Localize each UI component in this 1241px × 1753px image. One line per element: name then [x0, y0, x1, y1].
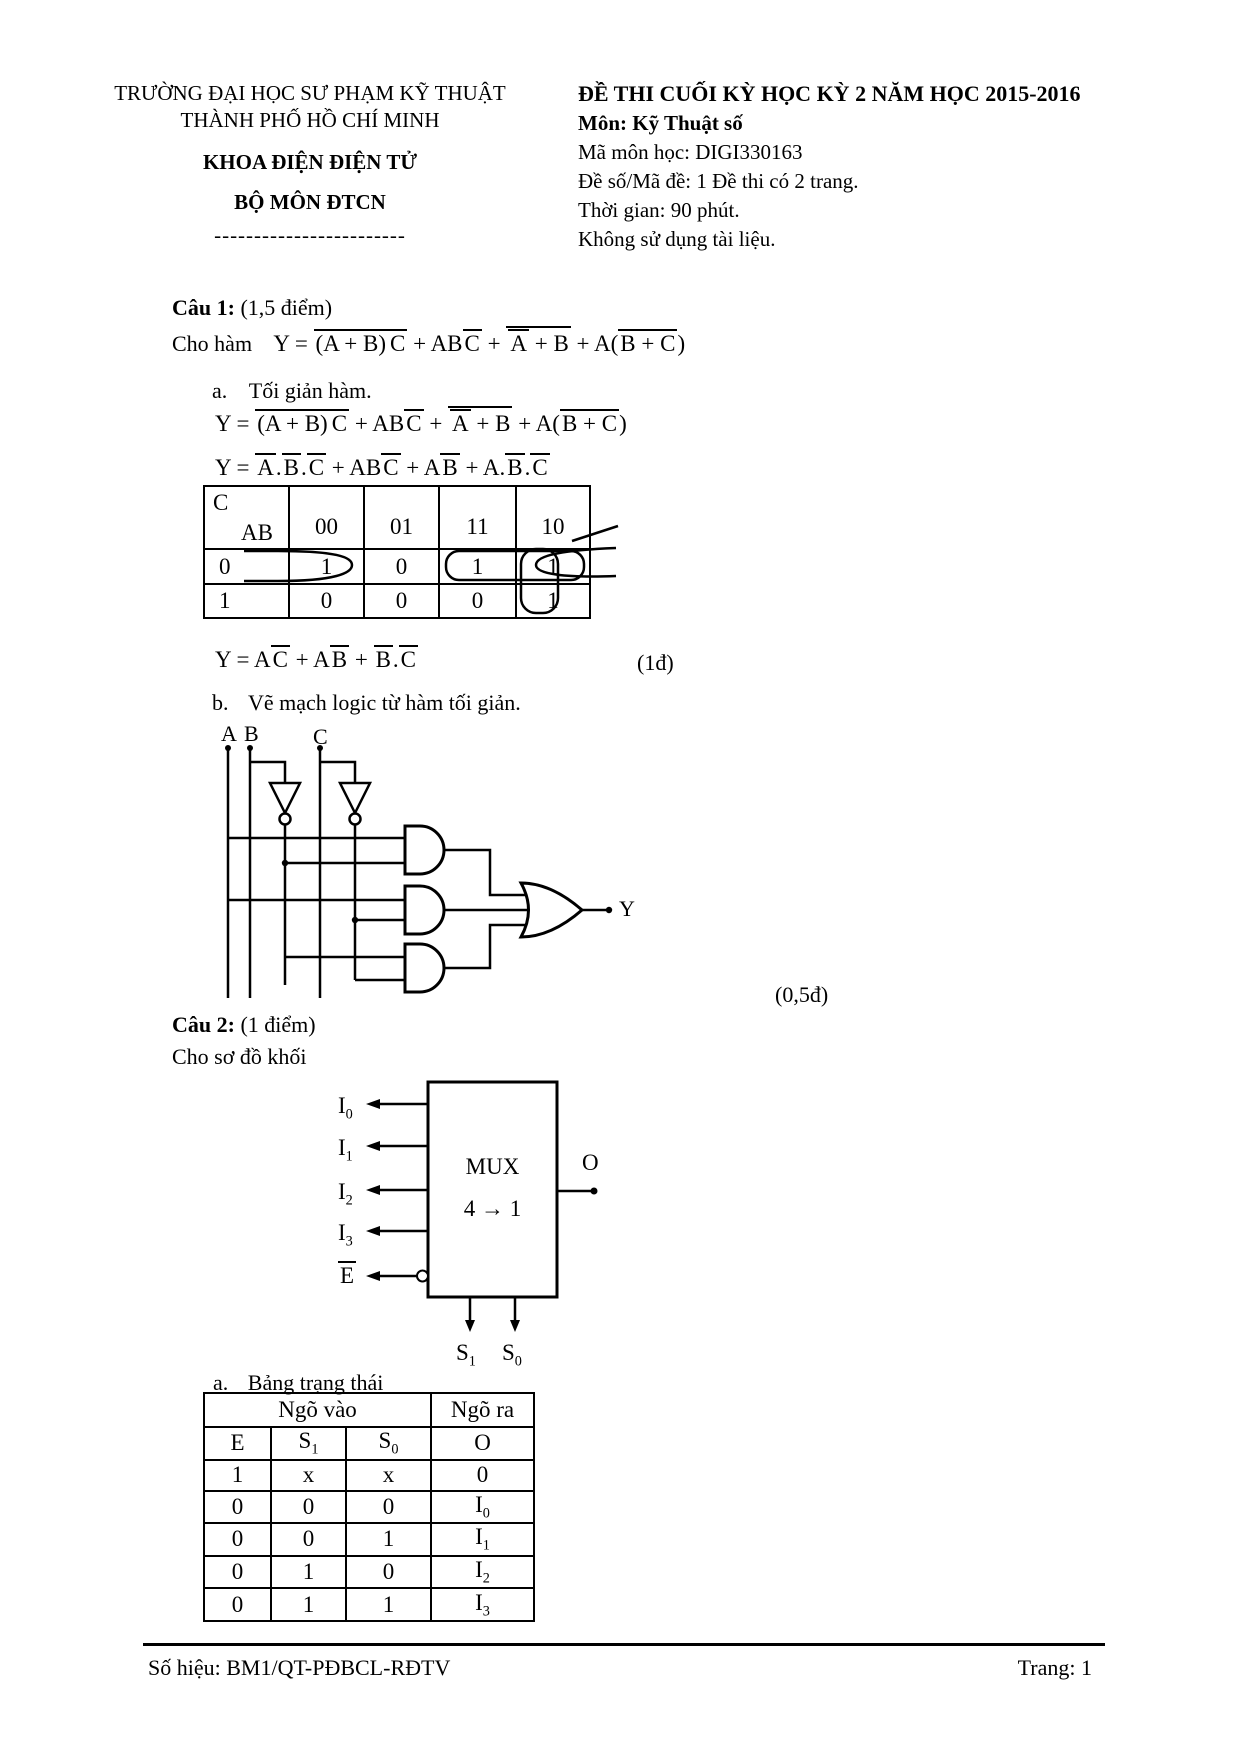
mux-block-diagram: [330, 1076, 630, 1368]
table-cell: $I_1$: [431, 1523, 534, 1556]
item-a-text: Tối giản hàm.: [248, 378, 372, 403]
truth-table-row: [204, 1588, 534, 1621]
col-header-s0: $S_0$: [346, 1427, 431, 1460]
item-a2-label: a.: [213, 1370, 229, 1395]
formula-given: Y = (A + B) C + ABC + A + B + A(B + C): [273, 331, 685, 356]
exam-note: Không sử dụng tài liệu.: [578, 226, 776, 251]
question1-intro-line: [172, 326, 685, 360]
arrow-i2: [366, 1185, 380, 1195]
truth-table-row: [204, 1556, 534, 1589]
formula-step2: Y = A.B.C + ABC + AB + A.B.C: [215, 455, 548, 480]
col-header-s1: $S_1$: [271, 1427, 346, 1460]
table-cell: 0: [271, 1523, 346, 1556]
logic-circuit-diagram: [195, 715, 675, 1010]
inverter-b-icon: [270, 783, 300, 813]
division-name: BỘ MÔN ĐTCN: [234, 189, 386, 214]
kmap-row-label: 1: [204, 584, 289, 618]
arrow-s0: [510, 1320, 520, 1332]
question1-label: Câu 1:: [172, 295, 235, 320]
circuit-input-c-label: C: [313, 724, 328, 749]
question1-intro-text: Cho hàm: [172, 331, 253, 356]
mux-input-i3-label: $I_3$: [338, 1220, 353, 1250]
header-exam-block: [578, 80, 1178, 255]
item-a2-text: Bảng trạng thái: [247, 1370, 384, 1395]
col-header-e: E: [204, 1427, 271, 1460]
and-gate-3-icon: [405, 944, 444, 992]
footer-page-number: Trang: 1: [1017, 1655, 1092, 1680]
kmap-corner-colvar: C: [213, 489, 229, 515]
exam-subject: Môn: Kỹ Thuật số: [578, 111, 743, 136]
kmap-cell: 1: [439, 549, 516, 584]
kmap-col-header: 10: [516, 486, 590, 549]
exam-number: Đề số/Mã đề: 1 Đề thi có 2 trang.: [578, 168, 859, 193]
truth-table-group-header-row: [204, 1393, 534, 1427]
kmap-cell: 1: [516, 549, 590, 584]
mux-input-i2-label: $I_2$: [338, 1179, 353, 1209]
formula-result: Y = AC + AB + B.C: [215, 647, 416, 672]
kmap-col-header: 00: [289, 486, 364, 549]
truth-table-row: [204, 1460, 534, 1491]
question1-heading: [172, 295, 332, 321]
table-cell: x: [271, 1460, 346, 1491]
item-b-text: Vẽ mạch logic từ hàm tối giản.: [248, 690, 521, 715]
kmap-header-row: [204, 486, 590, 549]
university-name-line2: THÀNH PHỐ HỒ CHÍ MINH: [180, 108, 440, 133]
mux-input-i0-label: $I_0$: [338, 1093, 353, 1123]
arrow-s1: [465, 1320, 475, 1332]
truth-table-row: [204, 1491, 534, 1524]
table-cell: 1: [346, 1523, 431, 1556]
kmap-cell: 0: [289, 584, 364, 618]
kmap-cell: 1: [289, 549, 364, 584]
kmap-cell: 1: [516, 584, 590, 618]
question2-points: (1 điểm): [240, 1012, 316, 1037]
mux-box: [428, 1082, 557, 1297]
arrow-i1: [366, 1141, 380, 1151]
mux-select-s0-label: $S_0$: [502, 1340, 522, 1370]
university-name-line1: TRƯỜNG ĐẠI HỌC SƯ PHẠM KỸ THUẬT: [114, 81, 506, 105]
exam-course-code: Mã môn học: DIGI330163: [578, 140, 803, 165]
mux-diagram-svg: [330, 1076, 630, 1368]
item-a-label: a.: [212, 378, 228, 403]
truth-table-element: [203, 1392, 535, 1622]
item-b-label: b.: [212, 690, 229, 715]
table-cell: $I_0$: [431, 1491, 534, 1524]
circuit-input-a-label: A: [221, 721, 237, 746]
question1-item-b: [212, 690, 521, 716]
mux-input-i1-label: $I_1$: [338, 1135, 353, 1165]
question2-label: Câu 2:: [172, 1012, 235, 1037]
formula-step1: Y = (A + B) C + ABC + A + B + A(B + C): [215, 406, 627, 440]
header-university-block: [95, 80, 525, 249]
kmap-row-0: [204, 549, 590, 584]
inverter-b-bubble: [280, 814, 291, 825]
mux-title: MUX: [465, 1154, 520, 1179]
table-cell: $I_2$: [431, 1556, 534, 1589]
logic-circuit-svg: [195, 715, 675, 1010]
table-cell: 0: [204, 1556, 271, 1589]
group-header-inputs: Ngõ vào: [204, 1393, 431, 1427]
circuit-input-b-label: B: [244, 721, 259, 746]
node-y: [606, 907, 612, 913]
footer-rule: [143, 1643, 1105, 1646]
table-cell: 0: [204, 1523, 271, 1556]
kmap: [203, 485, 591, 619]
or-gate-icon: [521, 883, 582, 937]
junction-bnot: [282, 860, 288, 866]
table-cell: 1: [271, 1588, 346, 1621]
kmap-row-1: [204, 584, 590, 618]
inverter-c-bubble: [350, 814, 361, 825]
and-gate-1-icon: [405, 826, 444, 874]
inverter-c-icon: [340, 783, 370, 813]
table-cell: 0: [431, 1460, 534, 1491]
kmap-table: [203, 485, 591, 619]
table-cell: 0: [204, 1588, 271, 1621]
truth-table-row: [204, 1523, 534, 1556]
wire-and3-to-or: [444, 925, 529, 968]
table-cell: 0: [346, 1491, 431, 1524]
kmap-row-label: 0: [204, 549, 289, 584]
table-cell: 1: [204, 1460, 271, 1491]
table-cell: 0: [204, 1491, 271, 1524]
junction-cnot: [352, 917, 358, 923]
wire-b-to-inverter: [250, 762, 285, 783]
col-header-o: O: [431, 1427, 534, 1460]
question1-points: (1,5 điểm): [240, 295, 333, 320]
mux-ratio: 4 → 1: [463, 1196, 522, 1221]
mux-select-s1-label: $S_1$: [456, 1340, 476, 1370]
mux-output-label: O: [582, 1150, 599, 1175]
mux-enable-label: E: [340, 1263, 355, 1288]
kmap-corner-rowvar: AB: [241, 519, 273, 545]
exam-duration: Thời gian: 90 phút.: [578, 197, 740, 222]
question1-item-a: [212, 378, 372, 404]
table-cell: 1: [346, 1588, 431, 1621]
kmap-cell: 0: [439, 584, 516, 618]
arrow-i0: [366, 1099, 380, 1109]
table-cell: 1: [271, 1556, 346, 1589]
footer-doc-number: Số hiệu: BM1/QT-PĐBCL-RĐTV: [148, 1655, 451, 1680]
faculty-name: KHOA ĐIỆN ĐIỆN TỬ: [202, 149, 418, 174]
arrow-enable: [366, 1271, 380, 1281]
question1-points-a: (1đ): [637, 650, 674, 675]
arrow-i3: [366, 1226, 380, 1236]
node-output-o: [591, 1188, 598, 1195]
kmap-cell: 0: [364, 584, 439, 618]
and-gate-2-icon: [405, 886, 444, 934]
wire-c-to-inverter: [320, 762, 355, 783]
question1-points-b: (0,5đ): [775, 982, 829, 1007]
divider-dashes: ------------------------: [214, 223, 406, 248]
group-header-outputs: Ngõ ra: [431, 1393, 534, 1427]
exam-title: ĐỀ THI CUỐI KỲ HỌC KỲ 2 NĂM HỌC 2015-2016: [578, 81, 1081, 106]
table-cell: 0: [346, 1556, 431, 1589]
truth-table: [203, 1392, 535, 1622]
table-cell: 0: [271, 1491, 346, 1524]
truth-table-header-row: [204, 1427, 534, 1460]
question2-intro: Cho sơ đồ khối: [172, 1044, 307, 1069]
mux-enable-bubble: [417, 1271, 428, 1282]
kmap-col-header: 01: [364, 486, 439, 549]
table-cell: x: [346, 1460, 431, 1491]
table-cell: $I_3$: [431, 1588, 534, 1621]
kmap-corner-cell: [204, 486, 289, 549]
question2-heading: [172, 1012, 316, 1038]
circuit-output-y-label: Y: [619, 896, 635, 921]
wire-and1-to-or: [444, 850, 529, 895]
kmap-col-header: 11: [439, 486, 516, 549]
kmap-cell: 0: [364, 549, 439, 584]
